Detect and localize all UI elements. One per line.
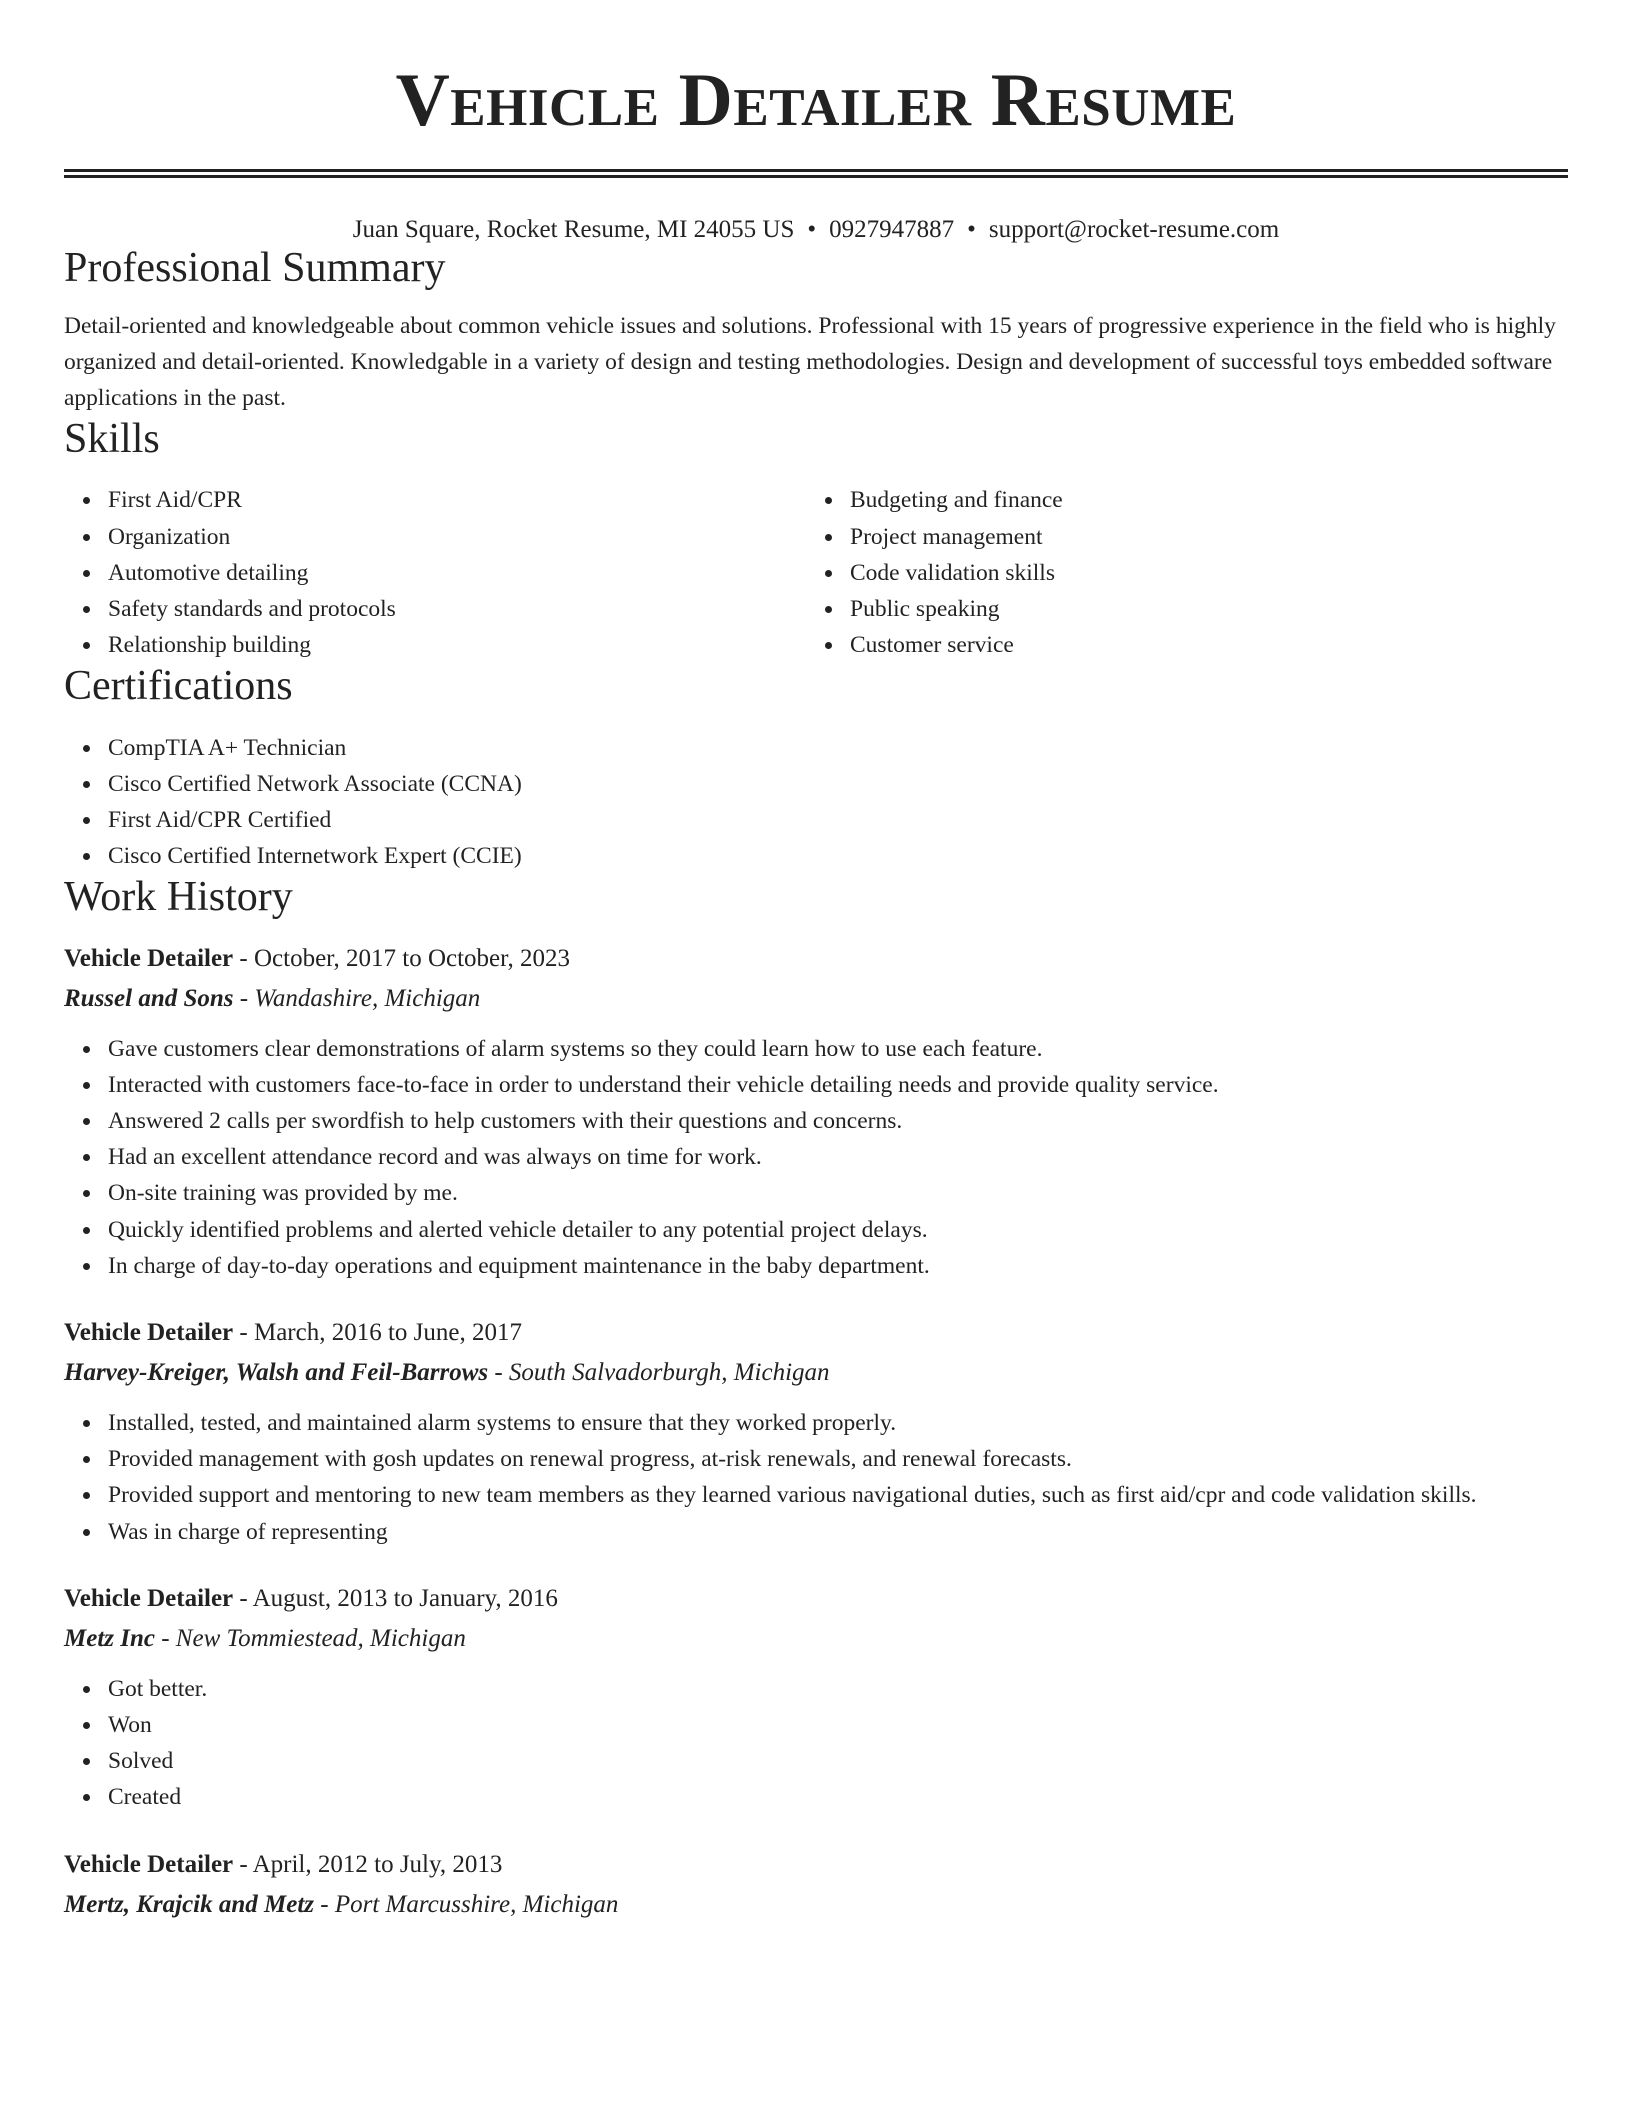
job-company: Russel and Sons	[64, 984, 234, 1012]
job-company: Harvey-Kreiger, Walsh and Feil-Barrows	[64, 1359, 489, 1386]
job-dates: - April, 2012 to July, 2013	[233, 1850, 503, 1878]
job-company: Metz Inc	[64, 1624, 155, 1652]
summary-text: Detail-oriented and knowledgeable about common vehicle issues and solutions. Professional with 15 years of progressive experience in the field who is highly organized and detail-oriented. Knowledgable in a variety of design and testing methodologies. Design and development of successful toys embedded software applications in the past.	[64, 313, 1556, 412]
contact-address: Juan Square, Rocket Resume, MI 24055 US	[352, 216, 795, 243]
job-duty: Gave customers clear demonstrations of alarm systems so they could learn how to use each feature.	[108, 1031, 1568, 1067]
contact-line	[64, 215, 1568, 245]
job-entry	[64, 1845, 1568, 1925]
job-duty: Answered 2 calls per swordfish to help customers with their questions and concerns.	[108, 1103, 1568, 1139]
job-duties-list	[64, 1031, 1568, 1284]
job-location: - Port Marcusshire, Michigan	[314, 1890, 619, 1918]
skill-item: Safety standards and protocols	[108, 591, 806, 627]
skills-grid	[64, 482, 1568, 663]
job-duty: On-site training was provided by me.	[108, 1175, 1568, 1211]
contact-email[interactable]: support@rocket-resume.com	[988, 216, 1280, 243]
job-title-line	[64, 939, 1568, 979]
job-duty: Solved	[108, 1743, 1568, 1779]
skill-item: Relationship building	[108, 627, 806, 663]
job-entry	[64, 939, 1568, 1284]
certifications-heading: Certifications	[64, 663, 293, 710]
work-history-heading: Work History	[64, 874, 293, 921]
job-title-line	[64, 1579, 1568, 1619]
skill-item: Project management	[850, 519, 1548, 555]
certification-item: First Aid/CPR Certified	[108, 802, 1568, 838]
skills-list-right	[806, 482, 1548, 663]
resume-title: Vehicle Detailer Resume	[395, 59, 1237, 142]
job-role: Vehicle Detailer	[64, 1319, 234, 1346]
job-duty: Interacted with customers face-to-face in order to understand their vehicle detailing needs and provide quality service.	[108, 1067, 1568, 1103]
job-company-line	[64, 1619, 1568, 1659]
job-duties-list	[64, 1405, 1568, 1550]
summary-heading: Professional Summary	[64, 245, 446, 291]
job-company-line	[64, 979, 1568, 1019]
job-company: Mertz, Krajcik and Metz	[64, 1890, 315, 1918]
skill-item: Budgeting and finance	[850, 482, 1548, 518]
certification-item: Cisco Certified Internetwork Expert (CCIE)	[108, 838, 1568, 874]
job-duty: Got better.	[108, 1671, 1568, 1707]
contact-separator: •	[967, 216, 976, 243]
job-entry	[64, 1313, 1568, 1550]
job-duty: Provided support and mentoring to new team members as they learned various navigational duties, such as first aid/cpr and code validation skills.	[108, 1477, 1568, 1513]
job-duty: Created	[108, 1779, 1568, 1815]
job-duty: Installed, tested, and maintained alarm systems to ensure that they worked properly.	[108, 1405, 1568, 1441]
job-location: - South Salvadorburgh, Michigan	[488, 1359, 830, 1386]
skill-item: First Aid/CPR	[108, 482, 806, 518]
job-location: - New Tommiestead, Michigan	[154, 1624, 466, 1652]
skill-item: Public speaking	[850, 591, 1548, 627]
certification-item: CompTIA A+ Technician	[108, 730, 1568, 766]
job-role: Vehicle Detailer	[64, 944, 234, 972]
skill-item: Automotive detailing	[108, 555, 806, 591]
job-dates: - October, 2017 to October, 2023	[233, 944, 570, 972]
skills-list-left	[64, 482, 806, 663]
job-title-line	[64, 1845, 1568, 1885]
job-company-line	[64, 1885, 1568, 1925]
skill-item: Code validation skills	[850, 555, 1548, 591]
job-dates: - March, 2016 to June, 2017	[233, 1319, 522, 1346]
job-location: - Wandashire, Michigan	[233, 984, 481, 1012]
skills-heading: Skills	[64, 416, 160, 463]
job-role: Vehicle Detailer	[64, 1850, 234, 1878]
skill-item: Customer service	[850, 627, 1548, 663]
title-divider	[64, 169, 1568, 178]
job-entry	[64, 1579, 1568, 1816]
job-duty: Had an excellent attendance record and was always on time for work.	[108, 1139, 1568, 1175]
job-title-line	[64, 1313, 1568, 1353]
certification-item: Cisco Certified Network Associate (CCNA)	[108, 766, 1568, 802]
contact-phone: 0927947887	[829, 216, 955, 243]
job-duty: Won	[108, 1707, 1568, 1743]
job-duty: Provided management with gosh updates on renewal progress, at-risk renewals, and renewal forecasts.	[108, 1441, 1568, 1477]
job-duty: Was in charge of representing	[108, 1514, 1568, 1550]
job-role: Vehicle Detailer	[64, 1584, 234, 1612]
job-duties-list	[64, 1671, 1568, 1816]
job-duty: In charge of day-to-day operations and equipment maintenance in the baby department.	[108, 1248, 1568, 1284]
contact-separator: •	[807, 216, 817, 243]
skill-item: Organization	[108, 519, 806, 555]
job-duty: Quickly identified problems and alerted vehicle detailer to any potential project delays.	[108, 1212, 1568, 1248]
certifications-list	[64, 730, 1568, 875]
job-dates: - August, 2013 to January, 2016	[233, 1584, 558, 1612]
job-company-line	[64, 1353, 1568, 1393]
